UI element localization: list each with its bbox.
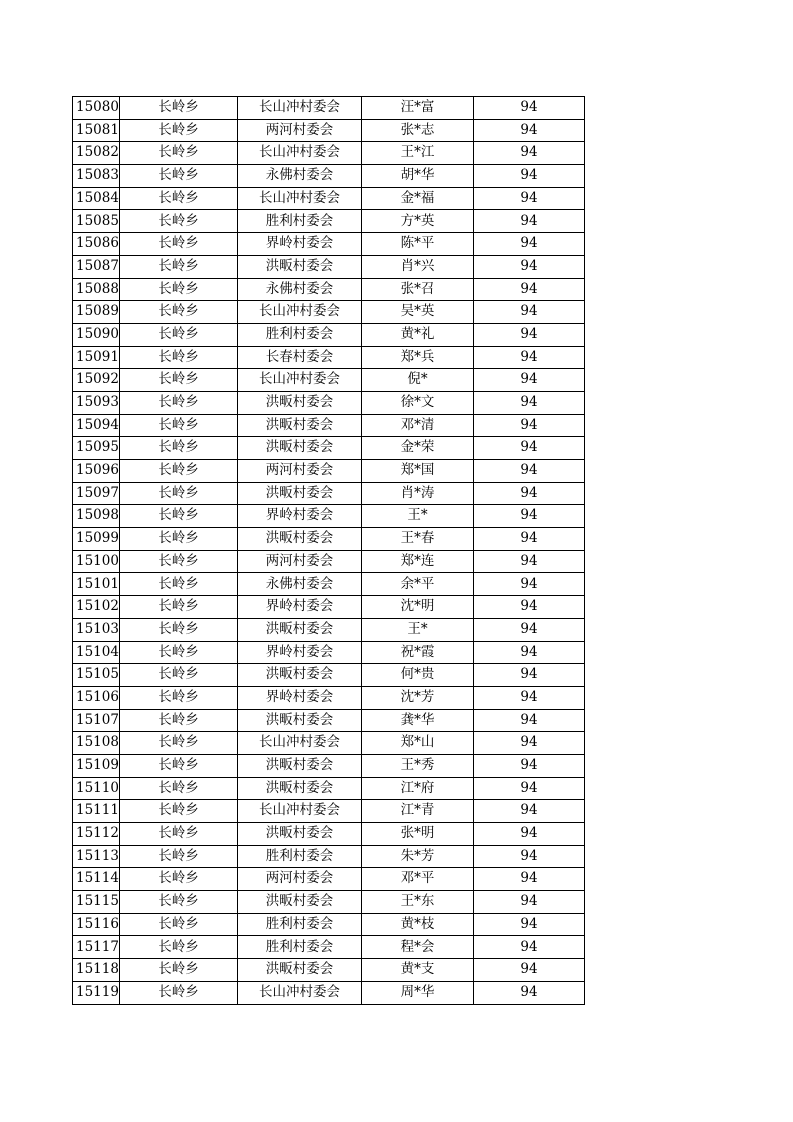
cell-town: 长岭乡 [120,981,238,1004]
cell-name: 汪*富 [362,97,474,120]
cell-id: 15105 [73,664,120,687]
table-row [73,210,585,233]
cell-name: 何*贵 [362,664,474,687]
cell-village: 永佛村委会 [238,165,362,188]
table-row [73,437,585,460]
cell-town: 长岭乡 [120,550,238,573]
cell-village: 洪畈村委会 [238,482,362,505]
cell-town: 长岭乡 [120,596,238,619]
cell-name: 邓*清 [362,414,474,437]
cell-name: 王*秀 [362,754,474,777]
cell-score: 94 [474,119,585,142]
cell-village: 洪畈村委会 [238,891,362,914]
cell-name: 王* [362,618,474,641]
cell-score: 94 [474,754,585,777]
cell-id: 15114 [73,868,120,891]
cell-score: 94 [474,641,585,664]
cell-village: 长山冲村委会 [238,187,362,210]
cell-name: 吴*英 [362,301,474,324]
table-body [73,97,585,1005]
cell-village: 洪畈村委会 [238,777,362,800]
cell-village: 长山冲村委会 [238,301,362,324]
cell-village: 永佛村委会 [238,278,362,301]
cell-id: 15118 [73,959,120,982]
table-row [73,278,585,301]
cell-id: 15096 [73,460,120,483]
cell-name: 王* [362,505,474,528]
cell-village: 两河村委会 [238,868,362,891]
cell-town: 长岭乡 [120,800,238,823]
cell-score: 94 [474,550,585,573]
table-row [73,664,585,687]
cell-village: 洪畈村委会 [238,618,362,641]
cell-name: 程*会 [362,936,474,959]
table-row [73,460,585,483]
table-row [73,777,585,800]
cell-id: 15112 [73,823,120,846]
cell-town: 长岭乡 [120,641,238,664]
cell-score: 94 [474,323,585,346]
cell-village: 长春村委会 [238,346,362,369]
table-row [73,255,585,278]
table-row [73,913,585,936]
cell-village: 洪畈村委会 [238,528,362,551]
table-row [73,845,585,868]
cell-town: 长岭乡 [120,97,238,120]
cell-score: 94 [474,891,585,914]
cell-id: 15117 [73,936,120,959]
cell-id: 15102 [73,596,120,619]
cell-score: 94 [474,528,585,551]
cell-town: 长岭乡 [120,709,238,732]
cell-score: 94 [474,346,585,369]
cell-score: 94 [474,823,585,846]
cell-name: 金*福 [362,187,474,210]
cell-id: 15101 [73,573,120,596]
cell-town: 长岭乡 [120,868,238,891]
cell-town: 长岭乡 [120,528,238,551]
cell-score: 94 [474,301,585,324]
cell-town: 长岭乡 [120,823,238,846]
cell-town: 长岭乡 [120,664,238,687]
cell-name: 肖*涛 [362,482,474,505]
cell-village: 胜利村委会 [238,210,362,233]
cell-town: 长岭乡 [120,936,238,959]
table-row [73,981,585,1004]
cell-village: 永佛村委会 [238,573,362,596]
cell-village: 洪畈村委会 [238,391,362,414]
cell-id: 15109 [73,754,120,777]
cell-score: 94 [474,664,585,687]
cell-name: 邓*平 [362,868,474,891]
table-row [73,165,585,188]
cell-town: 长岭乡 [120,913,238,936]
cell-name: 张*明 [362,823,474,846]
cell-score: 94 [474,732,585,755]
cell-town: 长岭乡 [120,437,238,460]
cell-village: 洪畈村委会 [238,437,362,460]
cell-id: 15085 [73,210,120,233]
cell-village: 长山冲村委会 [238,981,362,1004]
table-row [73,391,585,414]
cell-village: 长山冲村委会 [238,97,362,120]
cell-id: 15092 [73,369,120,392]
cell-score: 94 [474,210,585,233]
cell-name: 肖*兴 [362,255,474,278]
table-row [73,550,585,573]
table-row [73,119,585,142]
cell-id: 15082 [73,142,120,165]
cell-score: 94 [474,187,585,210]
cell-id: 15088 [73,278,120,301]
table-row [73,573,585,596]
cell-id: 15103 [73,618,120,641]
cell-name: 沈*芳 [362,686,474,709]
cell-village: 界岭村委会 [238,641,362,664]
table-row [73,959,585,982]
cell-score: 94 [474,369,585,392]
cell-score: 94 [474,618,585,641]
cell-village: 界岭村委会 [238,686,362,709]
cell-name: 郑*连 [362,550,474,573]
cell-village: 长山冲村委会 [238,732,362,755]
cell-id: 15094 [73,414,120,437]
table-row [73,868,585,891]
cell-village: 洪畈村委会 [238,664,362,687]
cell-name: 王*江 [362,142,474,165]
cell-name: 王*春 [362,528,474,551]
cell-score: 94 [474,437,585,460]
cell-village: 界岭村委会 [238,596,362,619]
cell-town: 长岭乡 [120,278,238,301]
cell-name: 龚*华 [362,709,474,732]
cell-score: 94 [474,142,585,165]
cell-score: 94 [474,278,585,301]
table-row [73,528,585,551]
cell-score: 94 [474,97,585,120]
cell-id: 15116 [73,913,120,936]
cell-id: 15099 [73,528,120,551]
cell-village: 界岭村委会 [238,233,362,256]
cell-town: 长岭乡 [120,369,238,392]
cell-id: 15091 [73,346,120,369]
cell-score: 94 [474,460,585,483]
cell-id: 15113 [73,845,120,868]
cell-score: 94 [474,981,585,1004]
table-row [73,891,585,914]
cell-name: 朱*芳 [362,845,474,868]
cell-score: 94 [474,709,585,732]
cell-id: 15108 [73,732,120,755]
cell-village: 长山冲村委会 [238,142,362,165]
cell-name: 黄*支 [362,959,474,982]
table-row [73,800,585,823]
cell-town: 长岭乡 [120,323,238,346]
cell-town: 长岭乡 [120,187,238,210]
table-row [73,936,585,959]
table-row [73,301,585,324]
cell-town: 长岭乡 [120,482,238,505]
cell-village: 胜利村委会 [238,845,362,868]
cell-town: 长岭乡 [120,573,238,596]
cell-id: 15106 [73,686,120,709]
table-row [73,732,585,755]
table-row [73,369,585,392]
cell-name: 张*志 [362,119,474,142]
cell-name: 金*荣 [362,437,474,460]
cell-id: 15100 [73,550,120,573]
table-row [73,233,585,256]
table-row [73,414,585,437]
cell-id: 15089 [73,301,120,324]
table-row [73,97,585,120]
cell-village: 洪畈村委会 [238,414,362,437]
cell-town: 长岭乡 [120,391,238,414]
table-row [73,686,585,709]
cell-name: 余*平 [362,573,474,596]
cell-id: 15093 [73,391,120,414]
table-row [73,323,585,346]
cell-village: 胜利村委会 [238,936,362,959]
cell-name: 徐*文 [362,391,474,414]
cell-town: 长岭乡 [120,414,238,437]
cell-name: 黄*礼 [362,323,474,346]
cell-village: 两河村委会 [238,119,362,142]
table-row [73,618,585,641]
data-table [72,96,585,1005]
cell-id: 15080 [73,97,120,120]
cell-id: 15083 [73,165,120,188]
cell-name: 陈*平 [362,233,474,256]
cell-name: 王*东 [362,891,474,914]
cell-town: 长岭乡 [120,301,238,324]
cell-village: 洪畈村委会 [238,255,362,278]
cell-score: 94 [474,959,585,982]
cell-name: 郑*兵 [362,346,474,369]
cell-town: 长岭乡 [120,845,238,868]
table-row [73,346,585,369]
cell-name: 沈*明 [362,596,474,619]
cell-score: 94 [474,868,585,891]
cell-village: 洪畈村委会 [238,823,362,846]
cell-score: 94 [474,165,585,188]
cell-village: 洪畈村委会 [238,709,362,732]
cell-id: 15111 [73,800,120,823]
cell-id: 15090 [73,323,120,346]
cell-town: 长岭乡 [120,233,238,256]
cell-town: 长岭乡 [120,959,238,982]
cell-id: 15110 [73,777,120,800]
cell-id: 15087 [73,255,120,278]
cell-name: 倪* [362,369,474,392]
cell-town: 长岭乡 [120,142,238,165]
cell-name: 黄*枝 [362,913,474,936]
cell-id: 15086 [73,233,120,256]
cell-village: 胜利村委会 [238,913,362,936]
cell-village: 两河村委会 [238,460,362,483]
cell-town: 长岭乡 [120,255,238,278]
cell-name: 江*青 [362,800,474,823]
cell-village: 长山冲村委会 [238,800,362,823]
cell-score: 94 [474,482,585,505]
cell-score: 94 [474,913,585,936]
cell-village: 长山冲村委会 [238,369,362,392]
cell-village: 胜利村委会 [238,323,362,346]
cell-town: 长岭乡 [120,460,238,483]
cell-name: 张*召 [362,278,474,301]
cell-town: 长岭乡 [120,618,238,641]
cell-score: 94 [474,573,585,596]
cell-village: 洪畈村委会 [238,754,362,777]
cell-town: 长岭乡 [120,732,238,755]
cell-village: 洪畈村委会 [238,959,362,982]
cell-score: 94 [474,845,585,868]
cell-score: 94 [474,596,585,619]
table-row [73,482,585,505]
cell-town: 长岭乡 [120,165,238,188]
cell-score: 94 [474,505,585,528]
cell-name: 周*华 [362,981,474,1004]
cell-town: 长岭乡 [120,686,238,709]
cell-score: 94 [474,777,585,800]
cell-town: 长岭乡 [120,754,238,777]
cell-name: 郑*山 [362,732,474,755]
cell-id: 15104 [73,641,120,664]
cell-id: 15115 [73,891,120,914]
table-row [73,709,585,732]
cell-town: 长岭乡 [120,119,238,142]
table-row [73,187,585,210]
cell-id: 15119 [73,981,120,1004]
table-row [73,142,585,165]
table-row [73,596,585,619]
cell-name: 江*府 [362,777,474,800]
cell-name: 方*英 [362,210,474,233]
cell-name: 郑*国 [362,460,474,483]
cell-town: 长岭乡 [120,210,238,233]
cell-name: 祝*霞 [362,641,474,664]
cell-id: 15098 [73,505,120,528]
cell-id: 15097 [73,482,120,505]
cell-town: 长岭乡 [120,346,238,369]
cell-village: 界岭村委会 [238,505,362,528]
table-row [73,823,585,846]
cell-id: 15107 [73,709,120,732]
cell-town: 长岭乡 [120,777,238,800]
table-row [73,754,585,777]
cell-id: 15095 [73,437,120,460]
cell-score: 94 [474,255,585,278]
cell-town: 长岭乡 [120,891,238,914]
cell-score: 94 [474,800,585,823]
cell-id: 15084 [73,187,120,210]
cell-name: 胡*华 [362,165,474,188]
table-row [73,505,585,528]
cell-score: 94 [474,936,585,959]
cell-village: 两河村委会 [238,550,362,573]
cell-town: 长岭乡 [120,505,238,528]
cell-score: 94 [474,686,585,709]
cell-id: 15081 [73,119,120,142]
cell-score: 94 [474,414,585,437]
cell-score: 94 [474,391,585,414]
table-row [73,641,585,664]
cell-score: 94 [474,233,585,256]
